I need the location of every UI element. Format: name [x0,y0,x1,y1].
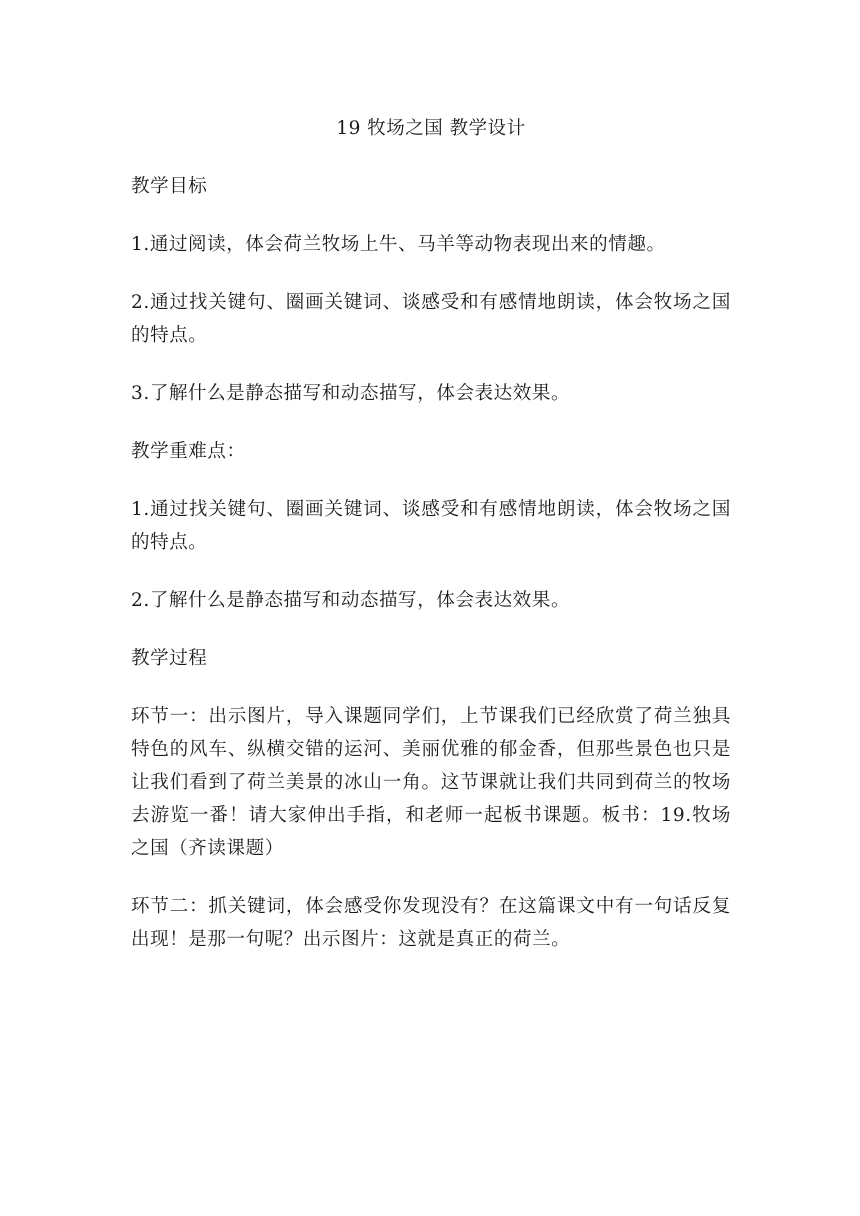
section-heading-key-points: 教学重难点： [131,441,246,462]
objective-item: 3.了解什么是静态描写和动态描写，体会表达效果。 [131,383,571,404]
key-point-item: 2.了解什么是静态描写和动态描写，体会表达效果。 [131,590,571,611]
key-point-item: 1.通过找关键句、圈画关键词、谈感受和有感情地朗读，体会牧场之国的特点。 [131,499,731,553]
objective-item: 1.通过阅读，体会荷兰牧场上牛、马羊等动物表现出来的情趣。 [131,234,666,255]
section-heading-process: 教学过程 [131,648,208,669]
section-heading-objectives: 教学目标 [131,176,208,197]
document-title: 19 牧场之国 教学设计 [336,118,526,139]
objective-item: 2.通过找关键句、圈画关键词、谈感受和有感情地朗读，体会牧场之国的特点。 [131,292,731,346]
process-step: 环节一：出示图片，导入课题同学们，上节课我们已经欣赏了荷兰独具特色的风车、纵横交错的运河、美丽优雅的郁金香，但那些景色也只是让我们看到了荷兰美景的冰山一角。这节课就让我们共同到荷兰的牧场去游览一番！请大家伸出手指，和老师一起板书课题。板书：19.牧场之国（齐读课题） [131,706,731,859]
process-step: 环节二：抓关键词，体会感受你发现没有？在这篇课文中有一句话反复出现！是那一句呢？出示图片：这就是真正的荷兰。 [131,896,731,950]
document-body [131,112,731,981]
